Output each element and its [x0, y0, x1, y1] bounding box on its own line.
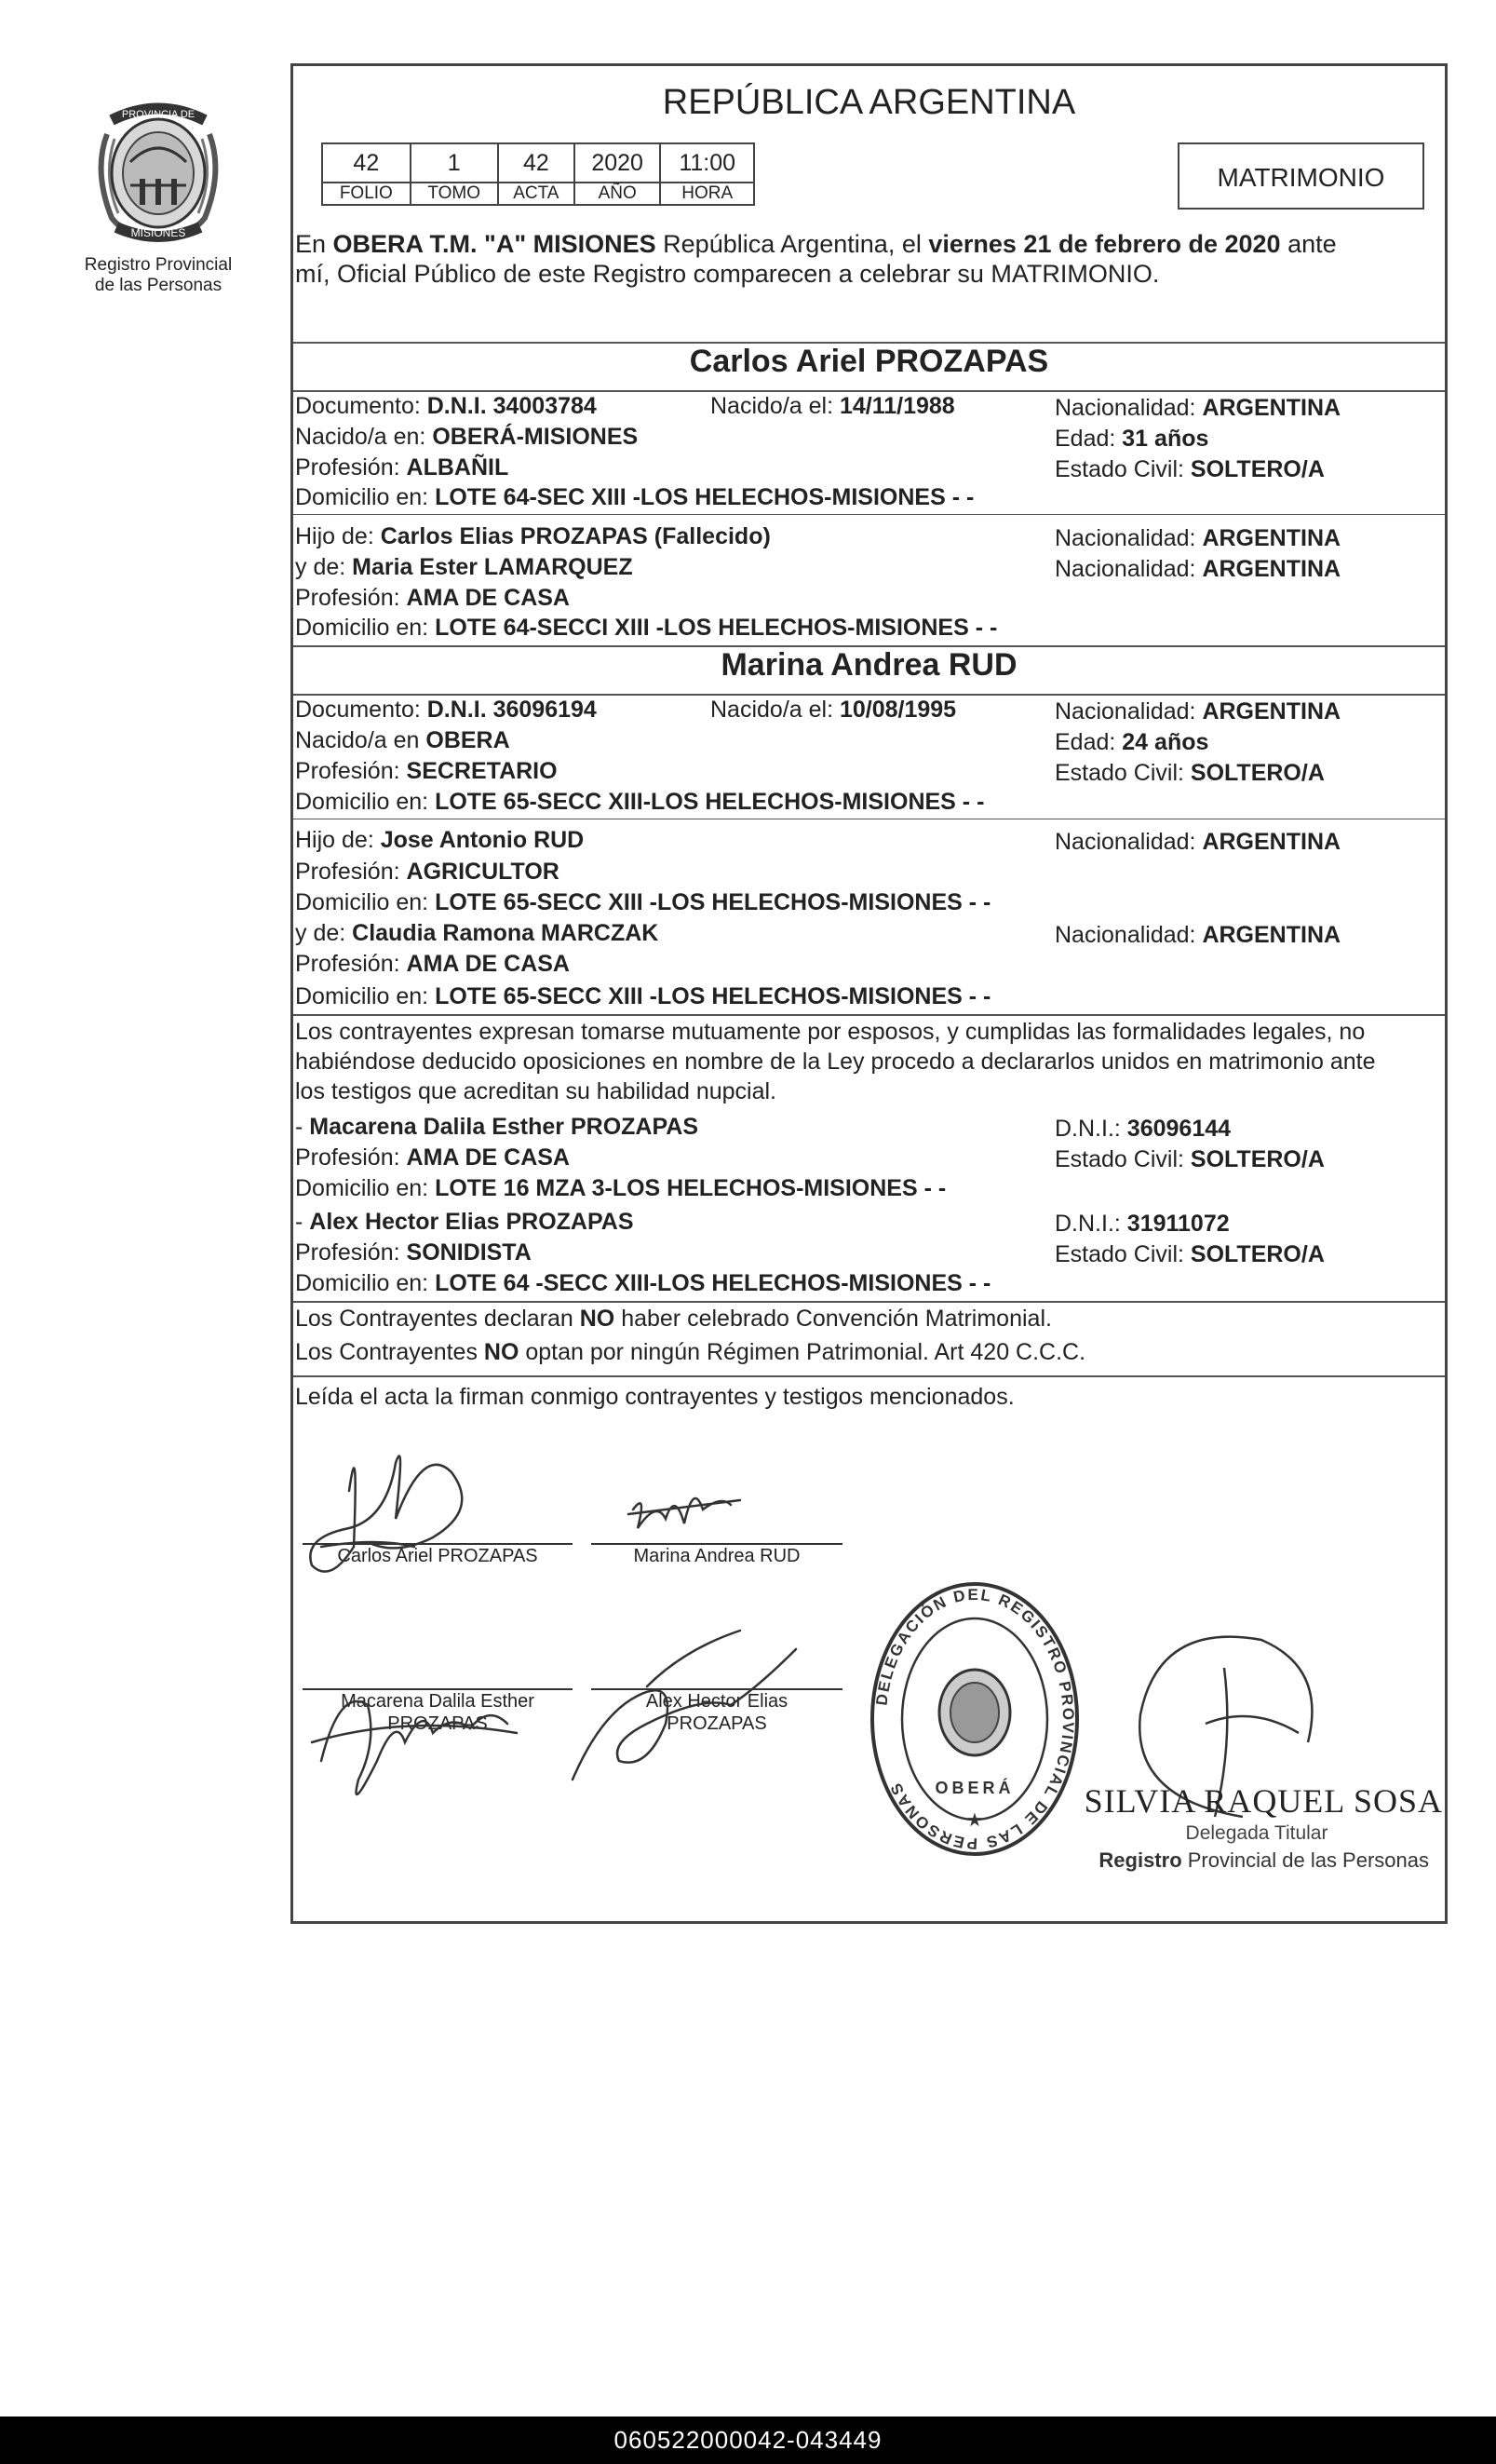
document-code: 060522000042-043449 [613, 2426, 883, 2454]
signature-spouse1 [310, 1456, 462, 1572]
spouse1-civil-status: Estado Civil: SOLTERO/A [1055, 456, 1325, 482]
org-name-line2: de las Personas [94, 276, 222, 295]
spouse1-birthdate: Nacido/a el: 14/11/1988 [710, 393, 955, 419]
hora-label: HORA [660, 183, 754, 205]
witness2-dni: D.N.I.: 31911072 [1055, 1211, 1230, 1237]
hora-value: 11:00 [660, 143, 754, 183]
province-seal [88, 97, 228, 246]
spouse2-mother-profession: Profesión: AMA DE CASA [295, 951, 570, 977]
witness1-dni: D.N.I.: 36096144 [1055, 1116, 1232, 1142]
province-seal-graphic [88, 97, 228, 246]
spouse2-mother-nationality: Nacionalidad: ARGENTINA [1055, 922, 1341, 948]
acta-value: 42 [498, 143, 574, 183]
svg-text:DELEGACIÓN DEL REGISTRO PROVIN: DELEGACIÓN DEL REGISTRO PROVINCIAL DE LAS PERSONAS [872, 1585, 1078, 1853]
svg-text:OBERÁ: OBERÁ [935, 1779, 1015, 1797]
declaration-line3: los testigos que acreditan su habilidad nupcial. [295, 1078, 777, 1104]
registry-table [321, 142, 755, 206]
spouse2-father-address: Domicilio en: LOTE 65-SECC XIII -LOS HELECHOS-MISIONES - - [295, 889, 991, 915]
declaration-line2: habiéndose deducido oposiciones en nombre de la Ley procedo a declararlos unidos en matrimonio ante [295, 1049, 1376, 1075]
signature-caption-spouse1: Carlos Ariel PROZAPAS [337, 1546, 538, 1566]
regime-statement: Los Contrayentes NO optan por ningún Régimen Patrimonial. Art 420 C.C.C. [295, 1339, 1086, 1365]
folio-value: 42 [322, 143, 411, 183]
official-stamp [866, 1575, 1085, 1863]
spouse1-profession: Profesión: ALBAÑIL [295, 454, 509, 481]
spouse1-father: Hijo de: Carlos Elias PROZAPAS (Fallecido) [295, 523, 771, 549]
org-name [61, 255, 256, 296]
spouse1-age: Edad: 31 años [1055, 426, 1209, 452]
tomo-value: 1 [411, 143, 498, 183]
signature-caption-witness2: Alex Hector Elias PROZAPAS [645, 1691, 788, 1734]
spouse2-nationality: Nacionalidad: ARGENTINA [1055, 698, 1341, 724]
spouse1-mother: y de: Maria Ester LAMARQUEZ [295, 554, 633, 580]
closing-statement: Leída el acta la firman conmigo contrayentes y testigos mencionados. [295, 1384, 1015, 1410]
ano-label: AÑO [574, 183, 660, 205]
signature-witness2 [573, 1631, 796, 1780]
witness2-civil-status: Estado Civil: SOLTERO/A [1055, 1241, 1325, 1267]
folio-label: FOLIO [322, 183, 411, 205]
official-organization: Registro Provincial de las Personas [1098, 1848, 1429, 1872]
spouse2-birthdate: Nacido/a el: 10/08/1995 [710, 697, 957, 723]
svg-text:PROVINCIA DE: PROVINCIA DE [121, 109, 195, 120]
document-type-box [1178, 142, 1424, 210]
spouse1-birthplace: Nacido/a en: OBERÁ-MISIONES [295, 424, 639, 450]
spouse2-profession: Profesión: SECRETARIO [295, 758, 558, 784]
tomo-label: TOMO [411, 183, 498, 205]
spouse1-parent-profession: Profesión: AMA DE CASA [295, 585, 570, 611]
marriage-certificate [290, 63, 1448, 1924]
spouse2-father: Hijo de: Jose Antonio RUD [295, 827, 585, 853]
official-role: Delegada Titular [1185, 1822, 1328, 1844]
spouse1-nationality: Nacionalidad: ARGENTINA [1055, 395, 1341, 421]
spouse2-father-nationality: Nacionalidad: ARGENTINA [1055, 829, 1341, 855]
signature-witness1 [312, 1701, 517, 1794]
spouse2-mother-address: Domicilio en: LOTE 65-SECC XIII -LOS HELECHOS-MISIONES - - [295, 983, 991, 1009]
spouse1-name: Carlos Ariel PROZAPAS [689, 344, 1049, 379]
official-name: SILVIA RAQUEL SOSA [1084, 1782, 1443, 1820]
document-type: MATRIMONIO [1217, 163, 1385, 192]
witness1-address: Domicilio en: LOTE 16 MZA 3-LOS HELECHOS-MISIONES - - [295, 1175, 947, 1201]
spouse2-mother: y de: Claudia Ramona MARCZAK [295, 920, 659, 946]
declaration-line1: Los contrayentes expresan tomarse mutuamente por esposos, y cumplidas las formalidades legales, no [295, 1019, 1366, 1045]
spouse1-document: Documento: D.N.I. 34003784 [295, 393, 597, 419]
spouse2-civil-status: Estado Civil: SOLTERO/A [1055, 760, 1325, 786]
witness2-profession: Profesión: SONIDISTA [295, 1239, 532, 1266]
spouse1-parent-address: Domicilio en: LOTE 64-SECCI XIII -LOS HELECHOS-MISIONES - - [295, 615, 998, 641]
spouse1-address: Domicilio en: LOTE 64-SEC XIII -LOS HELECHOS-MISIONES - - [295, 484, 975, 510]
spouse2-birthplace: Nacido/a en OBERA [295, 727, 510, 753]
document-code-bar [0, 2417, 1496, 2464]
svg-text:★: ★ [966, 1808, 983, 1831]
witness1-name: - Macarena Dalila Esther PROZAPAS [295, 1114, 699, 1140]
witness2-name: - Alex Hector Elias PROZAPAS [295, 1209, 634, 1235]
ano-value: 2020 [574, 143, 660, 183]
spouse2-name: Marina Andrea RUD [721, 647, 1018, 683]
witness2-address: Domicilio en: LOTE 64 -SECC XIII-LOS HELECHOS-MISIONES - - [295, 1270, 991, 1296]
spouse1-mother-nationality: Nacionalidad: ARGENTINA [1055, 556, 1341, 582]
spouse2-father-profession: Profesión: AGRICULTOR [295, 859, 559, 885]
spouse2-address: Domicilio en: LOTE 65-SECC XIII-LOS HELECHOS-MISIONES - - [295, 789, 985, 815]
country-title: REPÚBLICA ARGENTINA [662, 83, 1076, 122]
spouse1-father-nationality: Nacionalidad: ARGENTINA [1055, 525, 1341, 551]
intro-line2: mí, Oficial Público de este Registro comparecen a celebrar su MATRIMONIO. [295, 260, 1160, 288]
witness1-civil-status: Estado Civil: SOLTERO/A [1055, 1146, 1325, 1172]
spouse2-document: Documento: D.N.I. 36096194 [295, 697, 597, 723]
svg-text:MISIONES: MISIONES [130, 226, 186, 239]
signature-caption-spouse2: Marina Andrea RUD [633, 1546, 801, 1566]
intro-line1: En OBERA T.M. "A" MISIONES República Argentina, el viernes 21 de febrero de 2020 ante [295, 230, 1337, 258]
signature-spouse2 [628, 1498, 740, 1528]
acta-label: ACTA [498, 183, 574, 205]
convention-statement: Los Contrayentes declaran NO haber celebrado Convención Matrimonial. [295, 1306, 1052, 1332]
org-name-line1: Registro Provincial [84, 255, 233, 275]
signature-caption-witness1: Macarena Dalila Esther PROZAPAS [341, 1691, 534, 1734]
spouse2-age: Edad: 24 años [1055, 729, 1209, 755]
handwritten-signatures [293, 1407, 908, 1817]
witness1-profession: Profesión: AMA DE CASA [295, 1144, 570, 1171]
